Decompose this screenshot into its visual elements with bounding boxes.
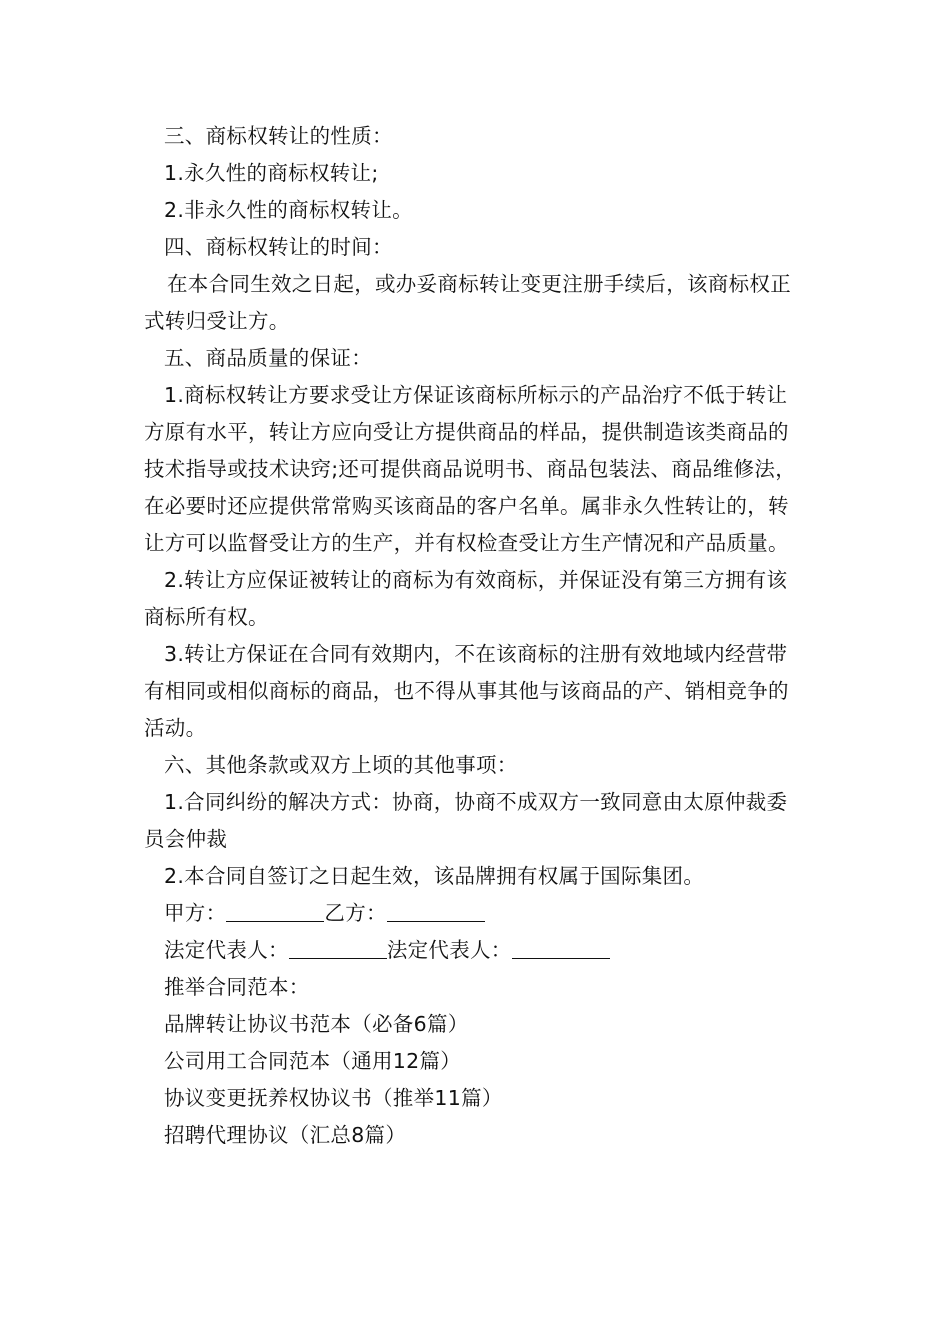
section-6-title: 六、其他条款或双方上顷的其他事项： bbox=[164, 753, 518, 777]
recommend-link[interactable]: 招聘代理协议（汇总8篇） bbox=[164, 1123, 407, 1147]
section-5-item-3 bbox=[144, 636, 808, 747]
legal-rep-line bbox=[144, 932, 808, 969]
section-5-item-2 bbox=[144, 562, 808, 636]
section-3-title: 三、商标权转让的性质： bbox=[164, 124, 393, 148]
recommend-link[interactable]: 协议变更抚养权协议书（推举11篇） bbox=[164, 1086, 503, 1110]
section-3-item-1: 1.永久性的商标权转让; bbox=[164, 161, 379, 185]
section-4-body bbox=[144, 266, 808, 340]
section-5-item-1 bbox=[144, 377, 808, 562]
section-5-title: 五、商品质量的保证： bbox=[164, 346, 372, 370]
section-5-item-3-text: 3.转让方保证在合同有效期内，不在该商标的注册有效地域内经营带有相同或相似商标的商品，也不得从事其他与该商品的产、销相竞争的活动。 bbox=[144, 642, 789, 740]
party-b-label: 乙方： bbox=[324, 901, 387, 925]
legal-rep-b-label: 法定代表人： bbox=[386, 938, 512, 962]
section-6-item-1 bbox=[144, 784, 808, 858]
recommend-link[interactable]: 公司用工合同范本（通用12篇） bbox=[164, 1049, 462, 1073]
section-5-item-1-text: 1.商标权转让方要求受让方保证该商标所标示的产品治疗不低于转让方原有水平，转让方应向受让方提供商品的样品，提供制造该类商品的技术指导或技术诀窍;还可提供商品说明书、商品包装法、商品维修法，在必要时还应提供常常购买该商品的客户名单。属非永久性转让的，转让方可以监督受让方的生产，并有权检查受让方生产情况和产品质量。 bbox=[144, 383, 797, 555]
party-a-blank bbox=[226, 901, 324, 922]
legal-rep-a-blank bbox=[289, 938, 387, 959]
section-4-body-text: 在本合同生效之日起，或办妥商标转让变更注册手续后，该商标权正式转归受让方。 bbox=[144, 272, 791, 333]
section-3-item-2: 2.非永久性的商标权转让。 bbox=[164, 198, 413, 222]
legal-rep-b-blank bbox=[512, 938, 610, 959]
party-b-blank bbox=[387, 901, 485, 922]
section-4-title: 四、商标权转让的时间： bbox=[164, 235, 393, 259]
legal-rep-a-label: 法定代表人： bbox=[164, 938, 289, 962]
document-body bbox=[144, 118, 808, 1154]
recommend-link[interactable]: 品牌转让协议书范本（必备6篇） bbox=[164, 1012, 469, 1036]
recommend-title: 推举合同范本： bbox=[164, 975, 310, 999]
party-a-label: 甲方： bbox=[164, 901, 227, 925]
section-6-item-1-text: 1.合同纠纷的解决方式：协商，协商不成双方一致同意由太原仲裁委员会仲裁 bbox=[144, 790, 788, 851]
section-6-item-2: 2.本合同自签订之日起生效，该品牌拥有权属于国际集团。 bbox=[164, 864, 705, 888]
party-signature-line bbox=[144, 895, 808, 932]
section-5-item-2-text: 2.转让方应保证被转让的商标为有效商标，并保证没有第三方拥有该商标所有权。 bbox=[144, 568, 788, 629]
